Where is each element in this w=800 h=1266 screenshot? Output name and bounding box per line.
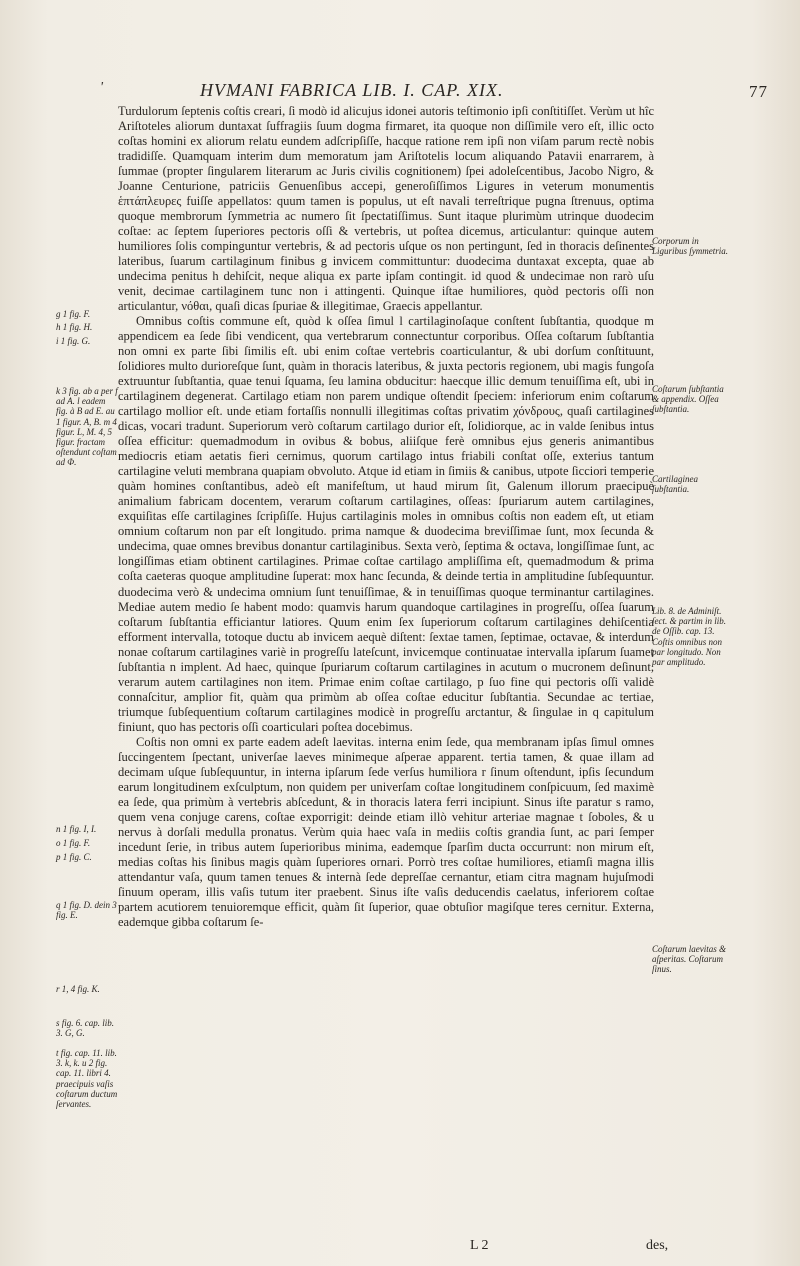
margin-note-left-4: k 3 fig. ab a per f ad A. l eadem fig. à B ad E. au 1 figur. A, B. m 4 figur. L, M. 4, 5 figur. fractam oſtendunt coſtam ad Φ. (56, 386, 118, 468)
page-number: 77 (749, 82, 768, 101)
main-text (118, 104, 654, 930)
signature-mark: L 2 (470, 1238, 489, 1253)
margin-note-right-4: Lib. 8. de Adminiſt. ſect. & partim in lib. de Oſſib. cap. 13. Coſtis omnibus non par longitudo. Non par amplitudo. (652, 606, 726, 668)
paragraph-2: Omnibus coſtis commune eſt, quòd k oſſea ſimul l cartilaginoſaque conſtent ſubſtantia, quodque m appendicem ea ſede ſibi vendicent, qua vertebrarum connectuntur corporibus. Oſſea coſtarum ſubſtantia non omni ex parte ſibi ſimilis eſt. ubi enim coſtae vertebris coarticulantur, & ubi dorſum conſtituunt, ſolidiores multo durioreſque ſunt, quàm in thoracis lateribus, & juxta pectoris regionem, ubi magis fungoſa extruuntur ſubſtantia, quae tenui ſquama, ſeu lamina obducitur: haecque illic demum tenuiſſima eſt, ubi in cartilaginem degenerat. Cartilago etiam non parem undique oſtendit ſpeciem: inferiorum enim coſtarum cartilago mollior eſt. unde etiam fortaſſis nonnulli illegitimas coſtas privatim χόνδρους, quaſi cartilagines dicas, vocari tradunt. Superiorum verò coſtarum cartilago durior eſt, ſolidiorque, ac in valde ſenibus intus oſſea efficitur: quemadmodum in ovibus & bobus, aliiſque ferè omnibus ejus generis animantibus mediocris etiam aetatis fieri cernimus, quorum cartilago intus friabili conſtat oſſe, exterius tantum cartilagine veluti membrana quapiam obvoluto. Atque id etiam in ſimiis & canibus, utpote ſicciori temperie quàm homines conſtantibus, adeò eſt manifeſtum, ut haud mirum ſit, Galenum illorum praecipuè animalium fabricam docentem, verarum coſtarum cartilagines, oſſeas: ſpuriarum autem cartilagines, exquiſitas eſſe cartilagines ſcripſiſſe. Hujus cartilaginis moles in omnibus coſtis non eadem eſt, ut etiam omnium coſtarum non par eſt longitudo. prima namque & duodecima breviſſimae ſunt, mox ſecunda & undecima, quae omnes brevibus donantur cartilaginibus. Sexta verò, ſeptima & octava, longiſſimae ſunt, ac longiſſimas etiam obtinent cartilagines. Primae coſtae cartilago ampliſſima eſt, quemadmodum & prima coſta caeteras quoque amplitudine ſuperat: mox hanc ſecunda, & deinde tertia in amplitudine ſubſequuntur. duodecima verò & undecima omnium ſunt tenuiſſimae, & in tenuiſſimas quoque terminantur cartilagines. Mediae autem medio ſe habent modo: quamvis harum quandoque cartilagines in progreſſu, oſſea ſuarum coſtarum ſubſtantia efficiantur latiores. Quum enim ſex ſuperiorum coſtarum cartilagines dehiſcentia efforment intervalla, totoque ductu ab invicem aequè diſtent: ſextae tamen, ſeptimae, octavae, & interdum nonae coſtarum cartilagines variè in progreſſu lateſcunt, invicemque continuatae intervalla ipſarum ſuamet ſubſtantia n implent. Ad haec, quinque ſpuriarum coſtarum cartilagines in acutum o mucronem deſinunt, verarum autem cartilagines non item. Primae enim coſtae cartilago, p ſuo fine qui pectoris oſſi validè connaſcitur, amplior fit, quàm qua primùm ab oſſea coſtae educitur ſubſtantia. Secundae ac tertiae, triumque ſubſequentium coſtarum cartilagines modicè in progreſſu arctantur, & ſingulae in q capitulum finiunt, quo has pectoris oſſi coarticulari poſtea docebimus. (118, 314, 654, 734)
running-header (100, 80, 790, 104)
header-mark: ' (100, 80, 104, 95)
paragraph-3: Coſtis non omni ex parte eadem adeſt laevitas. interna enim ſede, qua membranam ipſas ſimul omnes ſuccingentem ſpectant, univerſae laeves minimeque aſperae apparent. tertia tamen, & quae illam ad decimam uſque ſubſequuntur, in interna ipſarum ſede verſus humiliora r ſinum oſtendunt, ipſis ſecundum earum longitudinem exſculptum, non quidem per univerſam coſtae longitudinem conſpicuum, ſed maximè ea ſede, qua primùm à vertebris abſcedunt, & in thoracis latera ferri incipiunt. Sinus iſte paratur s ramo, quem vena conjuge carens, coſtae exporrigit: deinde etiam illò vehitur arteriae magnae t ſoboles, & u nervus à dorſali medulla pronatus. Verùm quia haec vaſa in mediis coſtis grandia ſunt, ac pari ſemper incedunt ſerie, in tribus autem ſuperioribus minima, eademque ſparſim ducta occurrunt: non mirum eſt, medias coſtas his ſinibus magis quàm ſuperiores ornari. Porrò tres coſtae humiliores, etiamſi magna illis attendantur vaſa, quum tamen tenues & internà ſede depreſſae cernantur, etiam citra magnam hujuſmodi ſinuum operam, illis vaſis tutum iter praebent. Sinus iſte vaſis deducendis caelatus, inferiorem coſtae partem acutiorem tenuioremque efficit, quàm ſit ſuperior, quae obtuſior magiſque teres cernitur. Externa, eademque gibba coſtarum ſe- (118, 734, 654, 929)
margin-note-left-8: q 1 fig. D. dein 3 fig. E. (56, 900, 117, 921)
margin-note-right-1: Corporum in Liguribus ſymmetria. (652, 236, 729, 257)
margin-note-right-5: Coſtarum laevitas & aſperitas. Coſtarum ſinus. (652, 944, 726, 975)
margin-note-right-2: Coſtarum ſubſtantia & appendix. Oſſea ſubſtantia. (652, 384, 724, 415)
margin-note-left-1: g 1 fig. F. (56, 309, 91, 319)
margin-note-left-10: s fig. 6. cap. lib. 3. G, G. (56, 1018, 114, 1039)
paragraph-1: Turdulorum ſeptenis coſtis creari, ſi modò id alicujus idonei autoris teſtimonio ipſi conſtitiſſet. Verùm ut hîc Ariſtoteles aliorum duntaxat ſuffragiis ſuum dogma firmaret, ita quoque non diſſimile vero eſt, illic octo coſtas homini ex aliorum relatu eundem adſcripſiſſe, hacque ratione rem ipſi non viſam parum rectè nobis tradidiſſe. Quamquam interim dum memoratum jam Ariſtotelis locum aliquando Patavii enarrarem, à ſummae (propter ſingularem literarum ac Juris civilis cognitionem) ſpei adoleſcentibus, Jacobo Nigro, & Joanne Centurione, patriciis Genuenſibus accepi, generoſiſſimos Ligures in veterum monumentis ἑπτάπλευρες fuiſſe appellatos: quum tamen is populus, ut eſt navali terreſtrique pugna ſtrenuus, optima quoque membrorum ſymmetria ac numero ſit ſpectatiſſimus. Sunt itaque plurimùm utrinque duodecim coſtae: ac ſeptem ſuperiores pectoris oſſi & vertebris, ut poſtea dicemus, articulantur: quinque autem humiliores ſolis compinguntur vertebris, & ad pectoris uſque os non pertingunt, ſed in thoracis deſinentes lateribus, ſuarum cartilaginum finibus g invicem committuntur: duodecima duntaxat excepta, quae ab undecima penitus h dehiſcit, neque aliqua ex parte ipſam contingit. id quod & undecimae non rarò uſu venit, decimae cartilaginem tunc non i attingenti. Quinque iſtae humiliores, quòd pectoris oſſi non articulantur, νόθαι, quaſi dicas ſpuriae & illegitimae, Graecis appellantur. (118, 104, 654, 314)
running-title: HVMANI FABRICA LIB. I. CAP. XIX. (200, 80, 504, 100)
margin-note-left-7: p 1 fig. C. (56, 852, 92, 862)
margin-note-left-11: t fig. cap. 11. lib. 3. k, k. u 2 fig. cap. 11. libri 4. praecipuis vaſis coſtarum ductum ſervantes. (56, 1048, 118, 1110)
catchword: des, (646, 1238, 669, 1253)
margin-note-left-9: r 1, 4 fig. K. (56, 984, 100, 994)
margin-note-left-5: n 1 fig. I, I. (56, 824, 97, 834)
margin-note-left-6: o 1 fig. F. (56, 838, 91, 848)
margin-note-left-2: h 1 fig. H. (56, 322, 93, 332)
margin-note-right-3: Cartilaginea ſubſtantia. (652, 474, 699, 495)
margin-note-left-3: i 1 fig. G. (56, 336, 91, 346)
